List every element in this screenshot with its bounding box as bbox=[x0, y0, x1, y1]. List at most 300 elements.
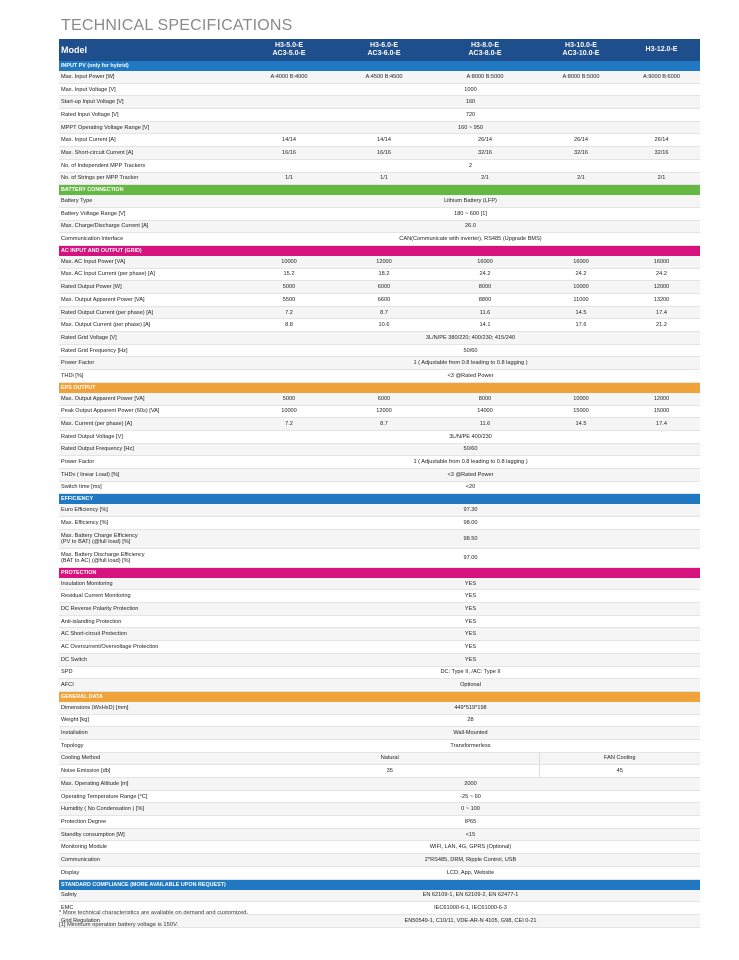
spec-value: 8000 bbox=[431, 393, 539, 405]
section-title: PROTECTION bbox=[59, 567, 700, 578]
spec-label bbox=[59, 679, 241, 692]
spec-label-text: Rated Output Voltage [V] bbox=[61, 433, 123, 440]
spec-value: 14/14 bbox=[337, 134, 431, 147]
spec-label-text: Max. AC Input Current (per phase) [A] bbox=[61, 271, 155, 278]
spec-row bbox=[59, 854, 700, 867]
spec-label-text: AC Overcurrent/Overvoltage Protection bbox=[61, 643, 159, 650]
spec-value: 16/16 bbox=[241, 147, 337, 160]
spec-value: Natural bbox=[241, 752, 539, 765]
spec-value: 12000 bbox=[337, 256, 431, 268]
model-column-header bbox=[623, 39, 700, 61]
spec-value: 5000 bbox=[241, 281, 337, 294]
spec-label bbox=[59, 294, 241, 307]
spec-row bbox=[59, 306, 700, 319]
spec-label bbox=[59, 803, 241, 816]
spec-label bbox=[59, 172, 241, 185]
spec-row bbox=[59, 159, 700, 172]
section-header-row bbox=[59, 879, 700, 890]
section-header-row bbox=[59, 382, 700, 393]
spec-value: 32/16 bbox=[431, 147, 539, 160]
spec-label bbox=[59, 739, 241, 752]
spec-label-text: Operating Temperature Range [°C] bbox=[61, 793, 148, 800]
spec-value: 15.2 bbox=[241, 268, 337, 281]
spec-value: 8.8 bbox=[241, 319, 337, 332]
spec-label bbox=[59, 357, 241, 370]
spec-value: 50/60 bbox=[241, 443, 700, 456]
model-column-header bbox=[337, 39, 431, 61]
spec-label-text: Max. Efficiency [%] bbox=[61, 519, 109, 526]
spec-value: 2 bbox=[241, 159, 700, 172]
spec-label-text: Switch time [ms] bbox=[61, 484, 102, 491]
spec-value: <3 @Rated Power bbox=[241, 468, 700, 481]
spec-value: 2/1 bbox=[431, 172, 539, 185]
spec-value: Wall-Mounted bbox=[241, 727, 700, 740]
spec-value: <20 bbox=[241, 481, 700, 494]
spec-label-text: MPPT Operating Voltage Range [V] bbox=[61, 124, 150, 131]
spec-value: 14000 bbox=[431, 405, 539, 418]
spec-value: A:8000 B:5000 bbox=[539, 71, 623, 83]
spec-value: EN50549-1, C10/11, VDE-AR-N 4105, G98, CEI 0-21 bbox=[241, 914, 700, 927]
spec-value: 12000 bbox=[623, 393, 700, 405]
spec-label bbox=[59, 504, 241, 516]
spec-label bbox=[59, 790, 241, 803]
spec-label bbox=[59, 121, 241, 134]
spec-value: 16000 bbox=[623, 256, 700, 268]
spec-label-text: Residual Current Monitoring bbox=[61, 593, 131, 600]
spec-label bbox=[59, 207, 241, 220]
spec-row bbox=[59, 590, 700, 603]
spec-value: 16000 bbox=[539, 256, 623, 268]
footnote-min-voltage: [1] Minimum operation battery voltage is 150V. bbox=[59, 922, 179, 928]
spec-row bbox=[59, 702, 700, 714]
spec-label-text-line2: (PV to BAT) (@full load) [%] bbox=[61, 538, 131, 545]
spec-label-text: Max. AC Input Power [VA] bbox=[61, 258, 126, 265]
spec-value: A:4500 B:4500 bbox=[337, 71, 431, 83]
spec-value: 180 ~ 600 [1] bbox=[241, 207, 700, 220]
spec-label-text: Topology bbox=[61, 742, 84, 749]
spec-value: 10000 bbox=[241, 256, 337, 268]
spec-label-text-line2: (BAT to AC) (@full load) [%] bbox=[61, 557, 131, 564]
spec-value: 10000 bbox=[539, 281, 623, 294]
spec-value: 35 bbox=[241, 765, 539, 778]
spec-value: 8800 bbox=[431, 294, 539, 307]
spec-value: YES bbox=[241, 641, 700, 654]
spec-value: 10000 bbox=[241, 405, 337, 418]
spec-value: <15 bbox=[241, 828, 700, 841]
spec-label-text: Dimensions (WxHxD) [mm] bbox=[61, 704, 129, 711]
spec-label-text: AFCI bbox=[61, 682, 74, 689]
spec-row bbox=[59, 405, 700, 418]
spec-row bbox=[59, 548, 700, 567]
spec-value: DC: Type II, /AC: Type II bbox=[241, 666, 700, 679]
spec-label bbox=[59, 828, 241, 841]
spec-label bbox=[59, 727, 241, 740]
spec-value: 15000 bbox=[539, 405, 623, 418]
spec-value: 26/14 bbox=[539, 134, 623, 147]
spec-label bbox=[59, 233, 241, 246]
spec-label bbox=[59, 332, 241, 345]
spec-row bbox=[59, 71, 700, 83]
spec-label bbox=[59, 405, 241, 418]
spec-row bbox=[59, 841, 700, 854]
spec-value: 2000 bbox=[241, 778, 700, 791]
spec-label bbox=[59, 256, 241, 268]
footnote-more-info: * More technical characteristics are avaliable on demand and customized. bbox=[59, 910, 249, 916]
spec-row bbox=[59, 344, 700, 357]
spec-row bbox=[59, 727, 700, 740]
spec-value: 50/60 bbox=[241, 344, 700, 357]
spec-label-text: DC Reverse Polarity Protection bbox=[61, 605, 139, 612]
section-header-row bbox=[59, 185, 700, 196]
model-name-line1: H3-5.0-E bbox=[274, 42, 303, 49]
spec-label bbox=[59, 281, 241, 294]
spec-value: IP65 bbox=[241, 816, 700, 829]
model-column-header bbox=[431, 39, 539, 61]
spec-label bbox=[59, 195, 241, 207]
spec-row bbox=[59, 778, 700, 791]
spec-label bbox=[59, 615, 241, 628]
spec-row bbox=[59, 319, 700, 332]
spec-value: 32/16 bbox=[623, 147, 700, 160]
model-name-line1: H3-10.0-E bbox=[565, 42, 597, 49]
spec-row bbox=[59, 653, 700, 666]
model-column-header bbox=[241, 39, 337, 61]
spec-label-text: Rated Output Frequency [Hz] bbox=[61, 446, 134, 453]
spec-row bbox=[59, 714, 700, 727]
spec-label-text: Start-up Input Voltage [V] bbox=[61, 99, 124, 106]
spec-value: 8.7 bbox=[337, 306, 431, 319]
spec-row bbox=[59, 207, 700, 220]
spec-row bbox=[59, 96, 700, 109]
spec-value: 6000 bbox=[337, 393, 431, 405]
spec-value: 14.1 bbox=[431, 319, 539, 332]
spec-row bbox=[59, 828, 700, 841]
spec-label-text: Power Factor bbox=[61, 360, 95, 367]
model-header-label: Model bbox=[59, 39, 241, 61]
spec-row bbox=[59, 220, 700, 233]
spec-label-text: Display bbox=[61, 869, 80, 876]
spec-label-text: Max. Current (per phase) [A] bbox=[61, 421, 132, 428]
spec-label bbox=[59, 603, 241, 616]
spec-value: <3 @Rated Power bbox=[241, 370, 700, 383]
spec-label-text: No. of Strings per MPP Tracker bbox=[61, 175, 139, 182]
spec-row bbox=[59, 357, 700, 370]
spec-value: IEC61000-6-1, IEC61000-6-3 bbox=[241, 902, 700, 915]
spec-label-text: Max. Short-circuit Current [A] bbox=[61, 149, 134, 156]
spec-label-text: Weight [kg] bbox=[61, 717, 89, 724]
spec-value: 1 ( Adjustable from 0.8 leading to 0.8 lagging ) bbox=[241, 456, 700, 469]
section-header-row bbox=[59, 567, 700, 578]
spec-label bbox=[59, 841, 241, 854]
spec-value: 8.7 bbox=[337, 418, 431, 431]
spec-label-text: Communication bbox=[61, 856, 100, 863]
spec-value: 26/14 bbox=[431, 134, 539, 147]
spec-value: YES bbox=[241, 615, 700, 628]
spec-value: 1000 bbox=[241, 83, 700, 96]
spec-value: LCD, App, Website bbox=[241, 866, 700, 879]
spec-row bbox=[59, 83, 700, 96]
spec-row bbox=[59, 504, 700, 516]
model-name-line1: H3-12.0-E bbox=[645, 46, 678, 53]
spec-row bbox=[59, 790, 700, 803]
spec-value: 24.2 bbox=[623, 268, 700, 281]
section-header-row bbox=[59, 691, 700, 702]
spec-row bbox=[59, 628, 700, 641]
spec-row bbox=[59, 147, 700, 160]
spec-value: 12000 bbox=[337, 405, 431, 418]
spec-label-text: No. of Independent MPP Trackers bbox=[61, 162, 146, 169]
spec-row bbox=[59, 430, 700, 443]
spec-value: 97.30 bbox=[241, 504, 700, 516]
spec-label-text: Max. Charge/Discharge Current [A] bbox=[61, 223, 149, 230]
spec-row bbox=[59, 468, 700, 481]
spec-row bbox=[59, 443, 700, 456]
spec-value: 160 bbox=[241, 96, 700, 109]
spec-table-body bbox=[59, 39, 700, 927]
spec-label bbox=[59, 641, 241, 654]
spec-label bbox=[59, 778, 241, 791]
spec-label bbox=[59, 443, 241, 456]
spec-value: 98.50 bbox=[241, 529, 700, 548]
spec-label-text: Max. Battery Discharge Efficiency bbox=[61, 551, 145, 558]
spec-row bbox=[59, 134, 700, 147]
spec-label-text: THDi [%] bbox=[61, 372, 84, 379]
section-title: INPUT PV (only for hybrid) bbox=[59, 61, 700, 71]
spec-row bbox=[59, 739, 700, 752]
spec-value: 8000 bbox=[431, 281, 539, 294]
spec-label-text: THDv ( linear Load) [%] bbox=[61, 471, 120, 478]
spec-value: 24.2 bbox=[431, 268, 539, 281]
spec-label bbox=[59, 430, 241, 443]
spec-label bbox=[59, 666, 241, 679]
spec-label-text: Communication Interface bbox=[61, 236, 124, 243]
spec-value: 15000 bbox=[623, 405, 700, 418]
spec-label-text: Max. Input Voltage [V] bbox=[61, 86, 116, 93]
spec-label bbox=[59, 83, 241, 96]
spec-label bbox=[59, 548, 241, 567]
spec-label bbox=[59, 578, 241, 590]
spec-value: 6600 bbox=[337, 294, 431, 307]
spec-value: 2/1 bbox=[623, 172, 700, 185]
section-title: EPS OUTPUT bbox=[59, 382, 700, 393]
spec-label bbox=[59, 418, 241, 431]
spec-value: 11.6 bbox=[431, 418, 539, 431]
spec-label-text: Protection Degree bbox=[61, 818, 107, 825]
spec-label bbox=[59, 866, 241, 879]
section-header-row bbox=[59, 494, 700, 505]
spec-label-text: Battery Type bbox=[61, 198, 93, 205]
spec-label bbox=[59, 517, 241, 530]
spec-label bbox=[59, 134, 241, 147]
spec-value: 1/1 bbox=[337, 172, 431, 185]
spec-value: 7.2 bbox=[241, 306, 337, 319]
spec-label bbox=[59, 854, 241, 867]
spec-label bbox=[59, 370, 241, 383]
spec-value: 449*519*198 bbox=[241, 702, 700, 714]
spec-label-text: Battery Voltage Range [V] bbox=[61, 210, 126, 217]
model-header-row bbox=[59, 39, 700, 61]
spec-row bbox=[59, 866, 700, 879]
spec-row bbox=[59, 578, 700, 590]
spec-row bbox=[59, 332, 700, 345]
section-header-row bbox=[59, 245, 700, 256]
spec-value: 26.0 bbox=[241, 220, 700, 233]
spec-label bbox=[59, 752, 241, 765]
spec-label bbox=[59, 393, 241, 405]
spec-label bbox=[59, 344, 241, 357]
spec-value: Optional bbox=[241, 679, 700, 692]
spec-label-text: Noise Emission [db] bbox=[61, 768, 111, 775]
spec-value: 26/14 bbox=[623, 134, 700, 147]
spec-value: 98.00 bbox=[241, 517, 700, 530]
spec-value: 2/1 bbox=[539, 172, 623, 185]
model-name-line1: H3-8.0-E bbox=[470, 42, 499, 49]
spec-label bbox=[59, 109, 241, 122]
spec-value: 16/16 bbox=[337, 147, 431, 160]
spec-row bbox=[59, 393, 700, 405]
spec-value: A:8000 B:5000 bbox=[431, 71, 539, 83]
spec-value: 17.6 bbox=[539, 319, 623, 332]
spec-label bbox=[59, 468, 241, 481]
spec-label-text: Power Factor bbox=[61, 459, 95, 466]
spec-value: -25 ~ 60 bbox=[241, 790, 700, 803]
spec-label bbox=[59, 456, 241, 469]
spec-row bbox=[59, 121, 700, 134]
spec-label-text: AC Short-circuit Protection bbox=[61, 631, 127, 638]
spec-value: Lithium Battery (LFP) bbox=[241, 195, 700, 207]
spec-value: 3L/N/PE 380/220; 400/230; 415/240 bbox=[241, 332, 700, 345]
section-title: BATTERY CONNECTION bbox=[59, 185, 700, 196]
spec-row bbox=[59, 517, 700, 530]
spec-label bbox=[59, 653, 241, 666]
spec-value: YES bbox=[241, 578, 700, 590]
section-title: AC INPUT AND OUTPUT (GRID) bbox=[59, 245, 700, 256]
section-header-row bbox=[59, 61, 700, 71]
spec-label bbox=[59, 71, 241, 83]
spec-label-text: EMC bbox=[61, 905, 74, 912]
spec-value: 160 ~ 950 bbox=[241, 121, 700, 134]
spec-value: 14/14 bbox=[241, 134, 337, 147]
spec-label bbox=[59, 268, 241, 281]
spec-label-text: Humidity ( No Condensation ) [%] bbox=[61, 806, 145, 813]
spec-row bbox=[59, 816, 700, 829]
spec-label-text: Safety bbox=[61, 892, 77, 899]
spec-label bbox=[59, 816, 241, 829]
spec-label bbox=[59, 147, 241, 160]
spec-label-text: Max. Output Apparent Power [VA] bbox=[61, 395, 145, 402]
spec-label-text: Rated Grid Voltage [V] bbox=[61, 334, 117, 341]
model-name-line2: AC3-10.0-E bbox=[562, 50, 600, 57]
spec-label bbox=[59, 714, 241, 727]
spec-row bbox=[59, 256, 700, 268]
spec-row bbox=[59, 765, 700, 778]
spec-label bbox=[59, 590, 241, 603]
spec-value: Transformerless bbox=[241, 739, 700, 752]
spec-value: 45 bbox=[539, 765, 700, 778]
spec-label-text: DC Switch bbox=[61, 656, 88, 663]
spec-value: 10.6 bbox=[337, 319, 431, 332]
spec-value: 17.4 bbox=[623, 418, 700, 431]
spec-row bbox=[59, 666, 700, 679]
spec-row bbox=[59, 195, 700, 207]
spec-label bbox=[59, 702, 241, 714]
spec-value: 13200 bbox=[623, 294, 700, 307]
spec-label-text: Max. Battery Charge Efficiency bbox=[61, 532, 138, 539]
spec-label-text: Insulation Monitoring bbox=[61, 580, 113, 587]
spec-row bbox=[59, 418, 700, 431]
spec-label bbox=[59, 529, 241, 548]
spec-row bbox=[59, 456, 700, 469]
spec-label-text: Installation bbox=[61, 730, 88, 737]
spec-value: 14.5 bbox=[539, 418, 623, 431]
spec-label-text: SPD bbox=[61, 669, 73, 676]
spec-row bbox=[59, 281, 700, 294]
spec-label-text: Monitoring Module bbox=[61, 844, 108, 851]
section-title: GENERAL DATA bbox=[59, 691, 700, 702]
spec-value: YES bbox=[241, 603, 700, 616]
model-column-header bbox=[539, 39, 623, 61]
spec-value: YES bbox=[241, 590, 700, 603]
spec-value: A:4000 B:4000 bbox=[241, 71, 337, 83]
spec-value: 5000 bbox=[241, 393, 337, 405]
spec-value: 21.2 bbox=[623, 319, 700, 332]
spec-label-text: Grid Regulation bbox=[61, 917, 100, 924]
spec-label bbox=[59, 306, 241, 319]
spec-value: 11.6 bbox=[431, 306, 539, 319]
spec-value: 3L/N/PE 400/230 bbox=[241, 430, 700, 443]
spec-value: 10000 bbox=[539, 393, 623, 405]
spec-value: EN 62109-1, EN 62109-2, EN 62477-1 bbox=[241, 890, 700, 902]
spec-label bbox=[59, 890, 241, 902]
spec-row bbox=[59, 370, 700, 383]
spec-row bbox=[59, 641, 700, 654]
spec-label bbox=[59, 96, 241, 109]
spec-value: 18.2 bbox=[337, 268, 431, 281]
spec-label-text: Max. Output Current (per phase) [A] bbox=[61, 322, 151, 329]
spec-value: 1 ( Adjustable from 0.8 leading to 0.8 lagging ) bbox=[241, 357, 700, 370]
spec-value: WIFI, LAN, 4G, GPRS (Optional) bbox=[241, 841, 700, 854]
spec-row bbox=[59, 233, 700, 246]
spec-value: 6000 bbox=[337, 281, 431, 294]
spec-value: 14.5 bbox=[539, 306, 623, 319]
model-name-line2: AC3-5.0-E bbox=[272, 50, 306, 57]
spec-label bbox=[59, 319, 241, 332]
spec-label-text: Max. Operating Altitude [m] bbox=[61, 780, 129, 787]
spec-label-text: Max. Output Apparent Power [VA] bbox=[61, 296, 145, 303]
spec-label-text: Max. Input Power [W] bbox=[61, 73, 115, 80]
spec-row bbox=[59, 752, 700, 765]
spec-label-text: Rated Output Power [W] bbox=[61, 284, 122, 291]
spec-value: 11000 bbox=[539, 294, 623, 307]
spec-row bbox=[59, 529, 700, 548]
spec-label bbox=[59, 628, 241, 641]
spec-value: 7.2 bbox=[241, 418, 337, 431]
spec-value: 28 bbox=[241, 714, 700, 727]
spec-row bbox=[59, 268, 700, 281]
spec-label bbox=[59, 220, 241, 233]
spec-value: YES bbox=[241, 653, 700, 666]
spec-label bbox=[59, 159, 241, 172]
spec-value: 5500 bbox=[241, 294, 337, 307]
spec-row bbox=[59, 294, 700, 307]
spec-label-text: Anti-islanding Protection bbox=[61, 618, 122, 625]
section-title: EFFICIENCY bbox=[59, 494, 700, 505]
model-name-line1: H3-6.0-E bbox=[369, 42, 398, 49]
spec-value: 720 bbox=[241, 109, 700, 122]
spec-row bbox=[59, 109, 700, 122]
spec-label-text: Max. Input Current [A] bbox=[61, 137, 116, 144]
spec-value: 16000 bbox=[431, 256, 539, 268]
